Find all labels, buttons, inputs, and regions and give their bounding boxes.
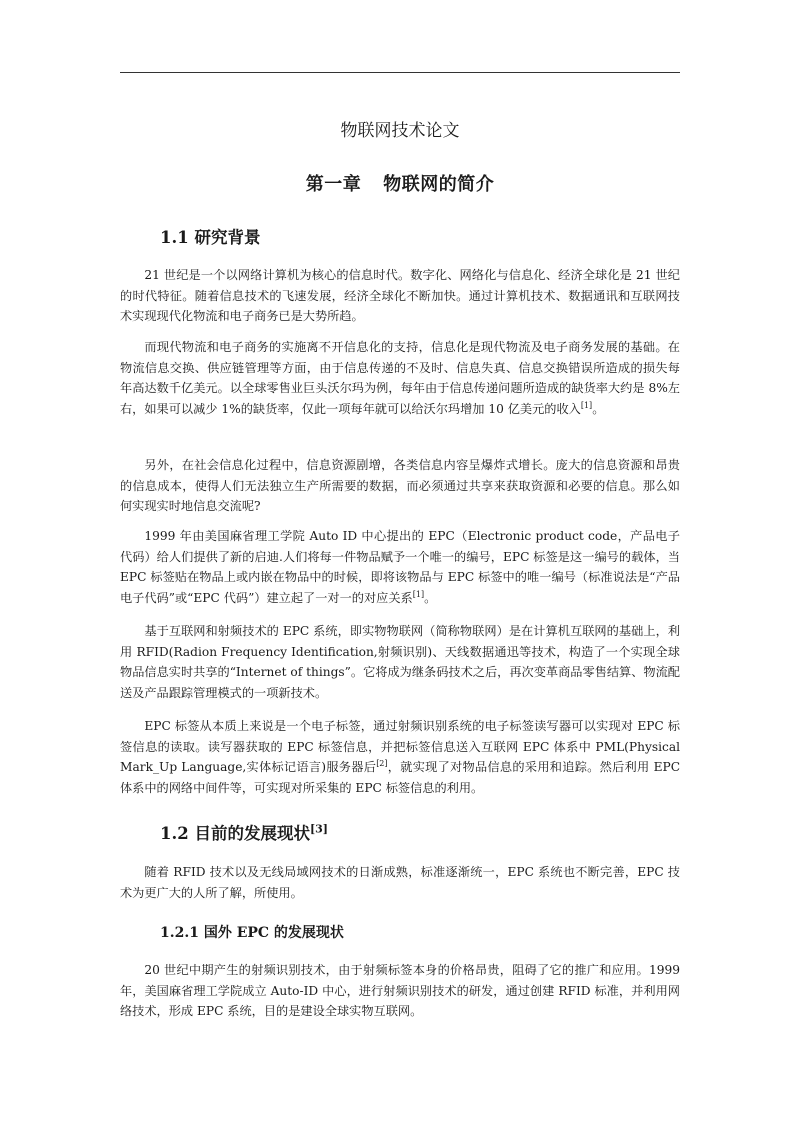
document-title: 物联网技术论文 <box>340 121 460 141</box>
section-heading-1-2-1: 1.2.1 国外 EPC 的发展现状 <box>160 925 344 941</box>
chapter-number: 第一章 <box>305 174 362 195</box>
paragraph: 另外，在社会信息化过程中，信息资源剧增，各类信息内容呈爆炸式增长。庞大的信息资源和昂贵的信息成本，使得人们无法独立生产所需要的数据，而必须通过共享来获取资源和必要的信息。那么如何实现实时地信息交流呢? <box>120 458 680 513</box>
paragraph: 而现代物流和电子商务的实施离不开信息化的支持，信息化是现代物流及电子商务发展的基础。在物流信息交换、供应链管理等方面，由于信息传递的不及时、信息失真、信息交换错误所造成的损失每年高达数千亿美元。以全球零售业巨头沃尔玛为例，每年由于信息传递问题所造成的缺货率大约是 8%左右，如果可以减少 1%的缺货率，仅此一项每年就可以给沃尔玛增加 10 亿美元的收入[1]。 <box>120 340 680 416</box>
section-heading-1-2: 1.2 目前的发展现状[3] <box>160 822 329 843</box>
chapter-title: 物联网的简介 <box>383 174 495 195</box>
citation-ref: [3] <box>309 822 329 836</box>
paragraph: EPC 标签从本质上来说是一个电子标签，通过射频识别系统的电子标签读写器可以实现对 EPC 标签信息的读取。读写器获取的 EPC 标签信息，并把标签信息送入互联网 EPC 体系中 PML(Physical Mark_Up Language,实体标记语言)服务器后[2]，就实现了对物品信息的采用和追踪。然后利用 EPC 体系中的网络中间件等，可实现对所采集的 EPC 标签信息的利用。 <box>120 719 681 795</box>
header-rule <box>120 72 680 73</box>
citation-ref: [1] <box>580 400 593 410</box>
paragraph: 1999 年由美国麻省理工学院 Auto ID 中心提出的 EPC（Electronic product code，产品电子代码）给人们提供了新的启迪.人们将每一件物品赋予一个唯一的编号，EPC 标签是这一编号的载体，当 EPC 标签贴在物品上或内嵌在物品中的时候，即将该物品与 EPC 标签中的唯一编号（标准说法是“产品电子代码”或“EPC 代码”）建立起了一对一的对应关系[1]。 <box>120 529 680 605</box>
paragraph: 20 世纪中期产生的射频识别技术，由于射频标签本身的价格昂贵，阻碍了它的推广和应用。1999 年，美国麻省理工学院成立 Auto-ID 中心，进行射频识别技术的研发，通过创建 RFID 标准，并利用网络技术，形成 EPC 系统，目的是建设全球实物互联网。 <box>120 963 680 1018</box>
citation-ref: [2] <box>376 758 388 768</box>
paragraph: 基于互联网和射频技术的 EPC 系统，即实物物联网（简称物联网）是在计算机互联网的基础上，利用 RFID(Radion Frequency Identification,射频识别)、天线数据通迅等技术，构造了一个实现全球物品信息实时共享的“Internet of things”。它将成为继条码技术之后，再次变革商品零售结算、物流配送及产品跟踪管理模式的一项新技术。 <box>120 624 680 700</box>
chapter-heading <box>120 170 680 196</box>
citation-ref: [1] <box>412 589 425 599</box>
paragraph: 随着 RFID 技术以及无线局域网技术的日渐成熟，标准逐渐统一，EPC 系统也不断完善，EPC 技术为更广大的人所了解，所使用。 <box>120 865 680 900</box>
paragraph: 21 世纪是一个以网络计算机为核心的信息时代。数字化、网络化与信息化、经济全球化是 21 世纪的时代特征。随着信息技术的飞速发展，经济全球化不断加快。通过计算机技术、数据通讯和互联网技术实现现代化物流和电子商务已是大势所趋。 <box>120 268 680 323</box>
section-heading-1-1: 1.1 研究背景 <box>160 228 261 247</box>
